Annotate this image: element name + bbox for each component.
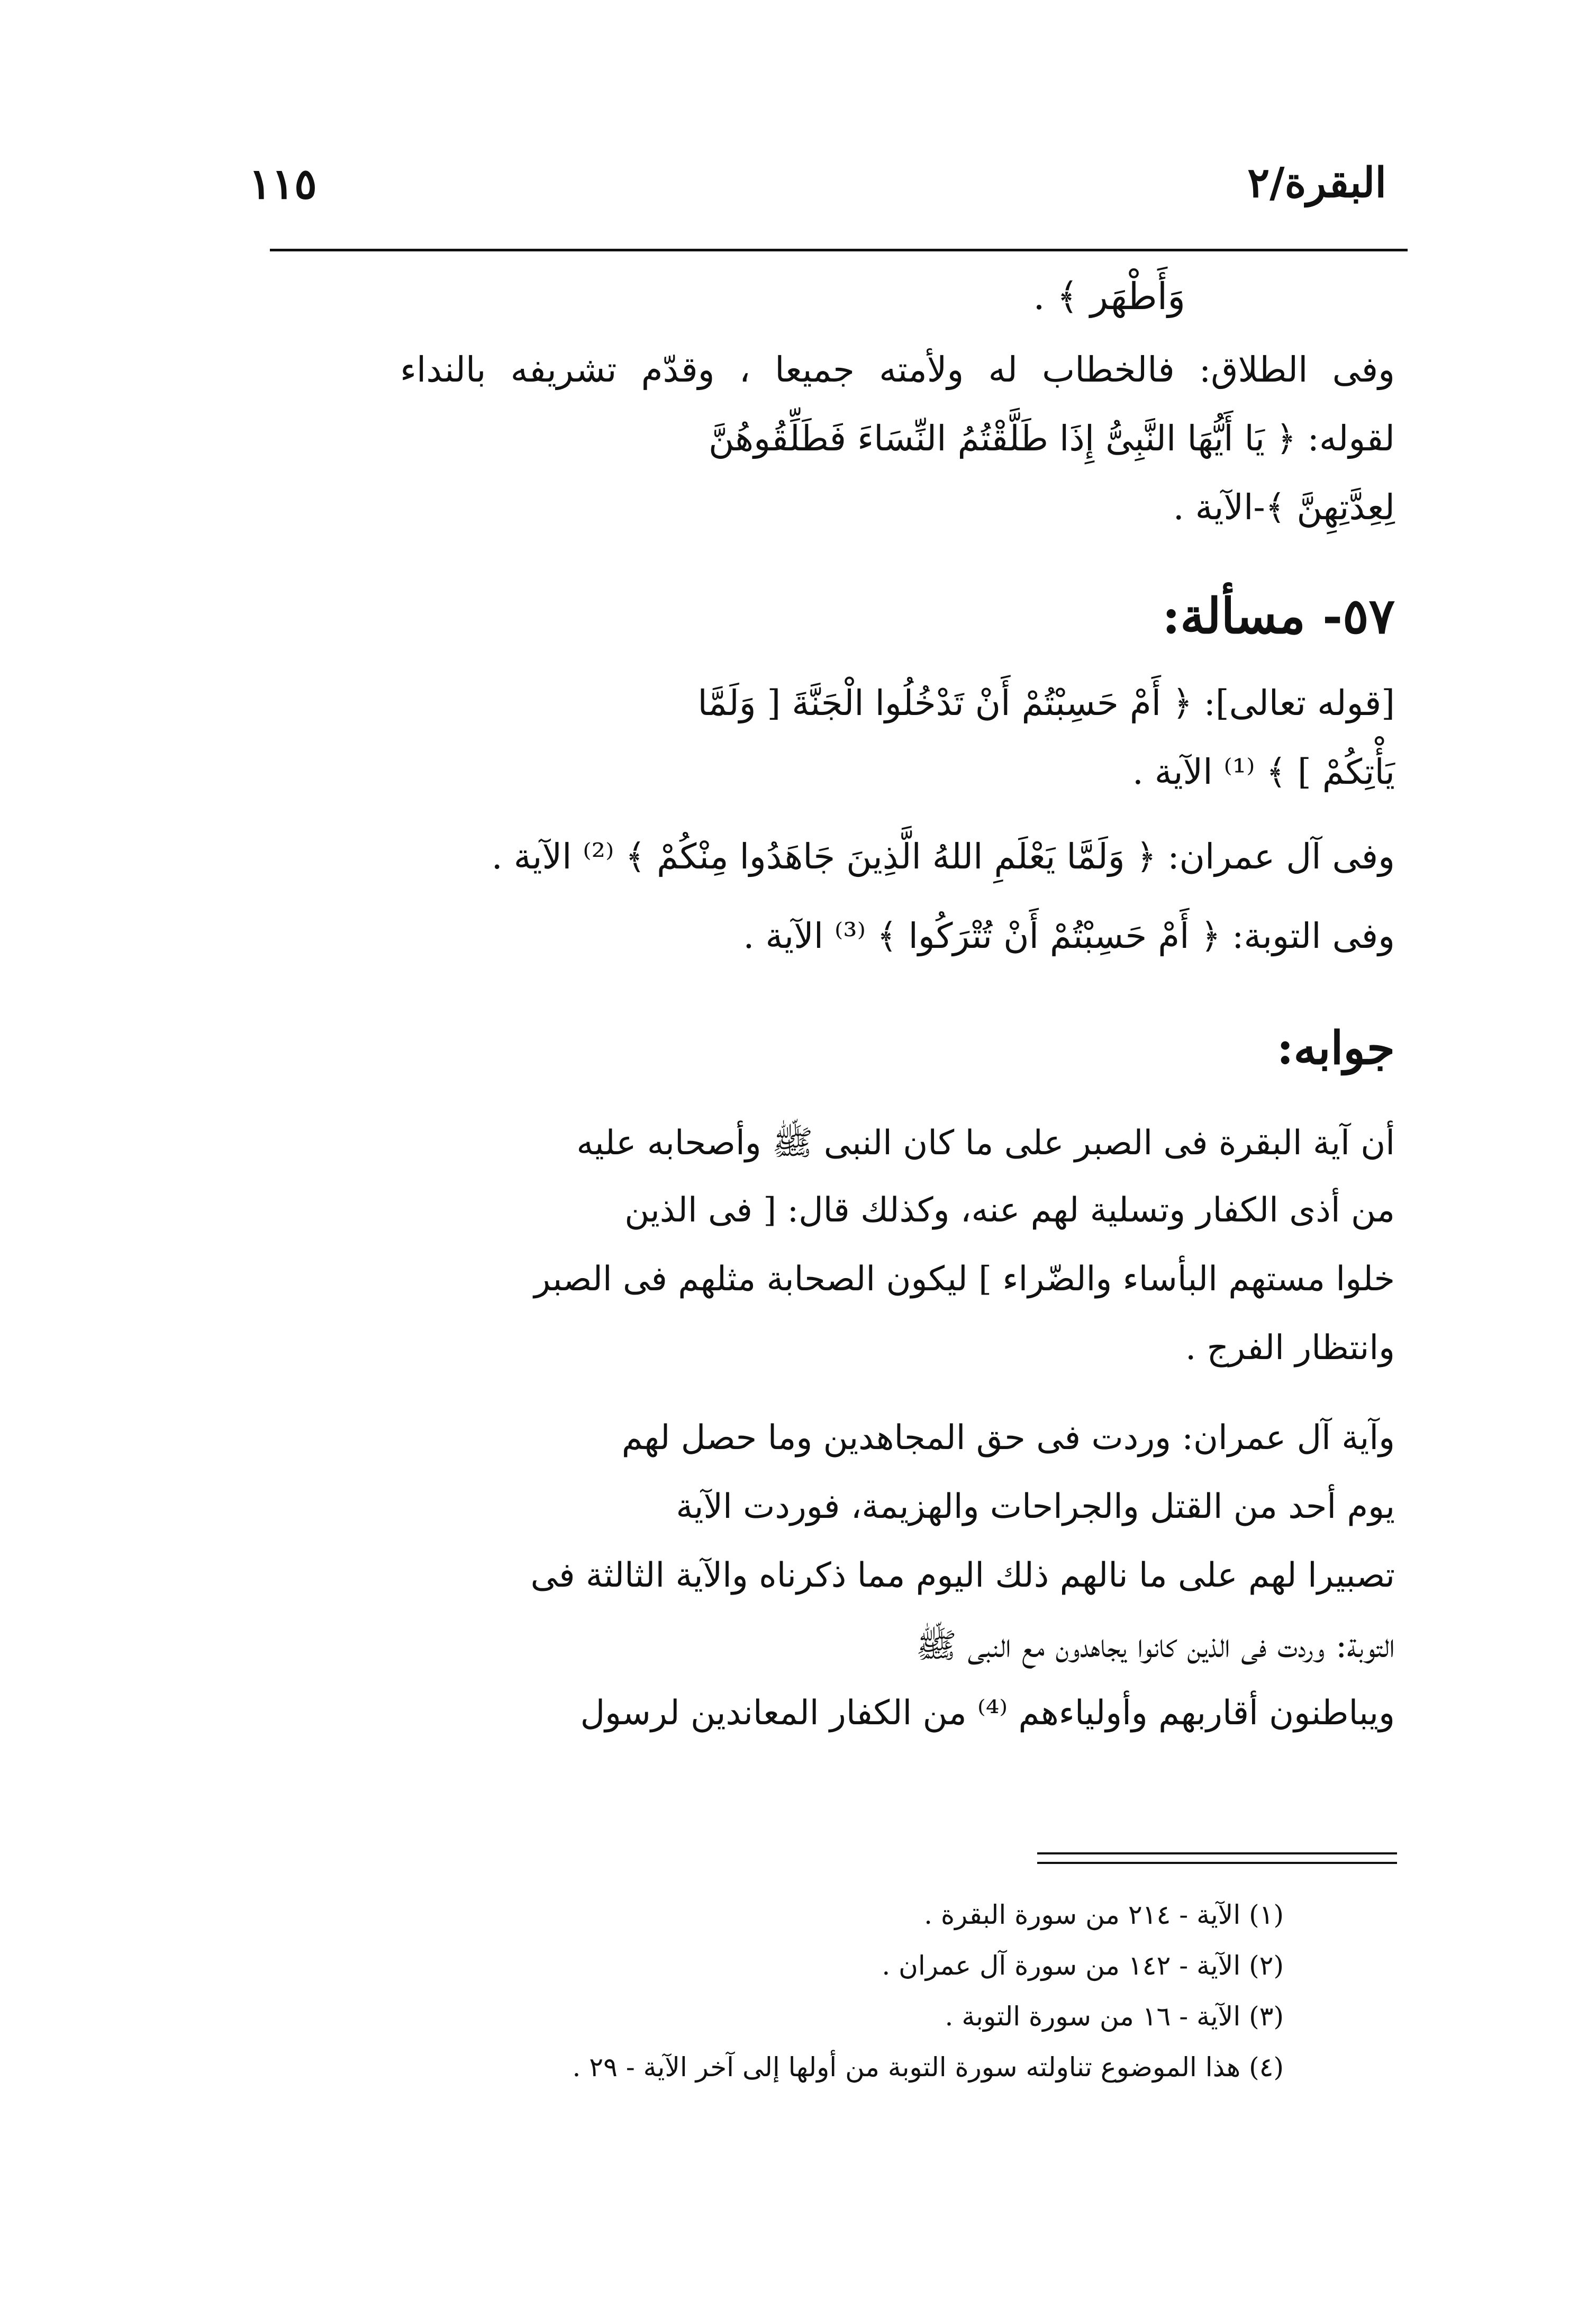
text-line: وفى آل عمران: ﴿ وَلَمَّا يَعْلَمِ اللهُ الَّذِينَ جَاهَدُوا مِنْكُمْ ﴾ ⁽²⁾ الآية . [491,836,1395,877]
text-line: لِعِدَّتِهِنَّ ﴾-الآية . [1173,487,1395,528]
text-line: التوبة: وردت فى الذين كانوا يجاهدون مع النبى ﷺ [915,1626,1395,1666]
text-line: يَأْتِكُمْ ] ﴾ ⁽¹⁾ الآية . [1132,752,1395,792]
page-number: ١١٥ [249,159,317,209]
footnotes [384,1889,1284,2093]
section-heading-57: ٥٧- مسألة: [1162,587,1395,645]
text-line: يوم أحد من القتل والجراحات والهزيمة، فوردت الآية [676,1487,1395,1526]
footnote-item: (٤) هذا الموضوع تناولته سورة التوبة من أولها إلى آخر الآية - ٢٩ . [572,2052,1284,2083]
text-line: وفى التوبة: ﴿ أَمْ حَسِبْتُمْ أَنْ تُتْرَكُوا ﴾ ⁽³⁾ الآية . [743,916,1395,956]
text-line: تصبيرا لهم على ما نالهم ذلك اليوم مما ذكرناه والآية الثالثة فى [530,1556,1395,1595]
footnote-item: (٣) الآية - ١٦ من سورة التوبة . [945,2001,1284,2032]
text-line: وفى الطلاق: فالخطاب له ولأمته جميعا ، وقدّم تشريفه بالنداء [400,349,1395,390]
text-line: من أذى الكفار وتسلية لهم عنه، وكذلك قال: [ فى الذين [624,1191,1395,1230]
text-line: أن آية البقرة فى الصبر على ما كان النبى ﷺ وأصحابه عليه [576,1124,1395,1163]
answer-heading: جوابه: [1276,1021,1395,1075]
surah-header-title: البقرة/٢ [1247,159,1386,207]
footnote-item: (٢) الآية - ١٤٢ من سورة آل عمران . [882,1950,1284,1981]
text-line: خلوا مستهم البأساء والضّراء ] ليكون الصحابة مثلهم فى الصبر [534,1260,1395,1299]
header-rule [270,249,1408,251]
text-line: لقوله: ﴿ يَا أَيُّهَا النَّبِىُّ إِذَا طَلَّقْتُمُ النِّسَاءَ فَطَلِّقُوهُنَّ [709,418,1395,459]
text-line: [قوله تعالى]: ﴿ أَمْ حَسِبْتُمْ أَنْ تَدْخُلُوا الْجَنَّةَ [ وَلَمَّا [697,683,1395,723]
text-line: ويباطنون أقاربهم وأولياءهم ⁽⁴⁾ من الكفار المعاندين لرسول [580,1694,1395,1733]
footnote-separator [1037,1852,1397,1864]
text-line: وانتظار الفرج . [1185,1328,1395,1368]
text-line: وَأَطْهَر ﴾ . [1033,275,1185,318]
footnote-item: (١) الآية - ٢١٤ من سورة البقرة . [924,1899,1284,1930]
text-line: وآية آل عمران: وردت فى حق المجاهدين وما حصل لهم [621,1418,1395,1458]
page-header [249,159,1386,233]
